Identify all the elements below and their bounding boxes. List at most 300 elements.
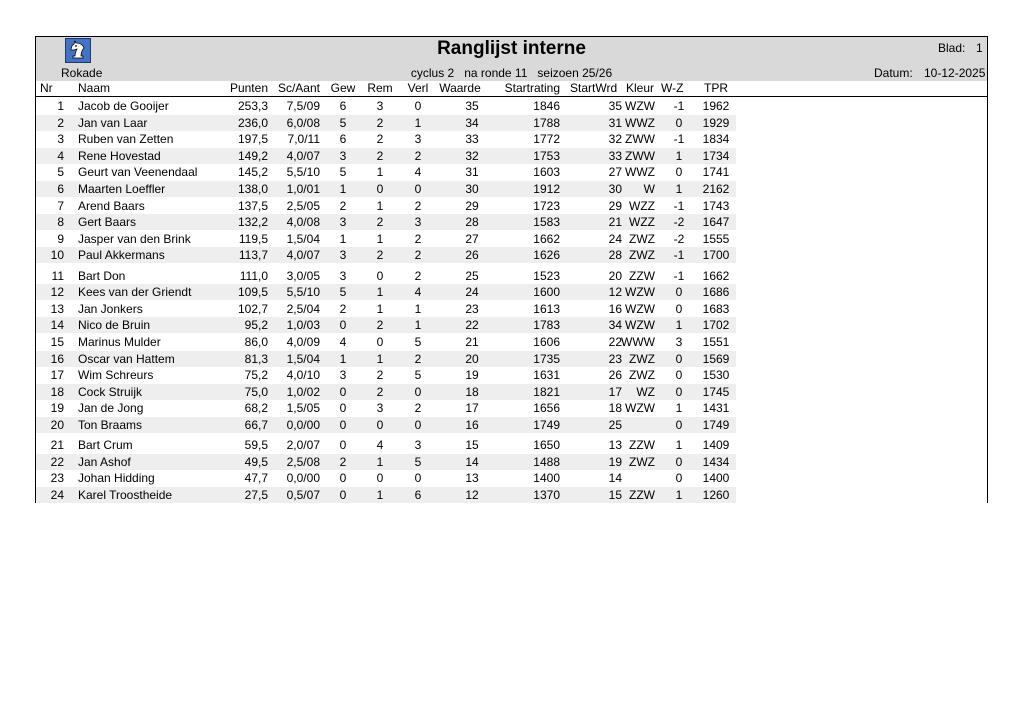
sheet-number: 1	[976, 41, 983, 55]
cell-kleur: WZ	[636, 384, 655, 399]
cell-gew: 5	[339, 165, 347, 180]
cell-wz: 1	[675, 148, 683, 163]
cell-wz: 0	[675, 384, 683, 399]
cell-waarde: 19	[465, 368, 479, 383]
cell-gew: 6	[339, 99, 347, 113]
cell-kleur: ZWZ	[629, 351, 655, 366]
cell-startwrd: 23	[608, 351, 622, 366]
cell-tpr: 2162	[702, 182, 730, 196]
cell-rem: 1	[376, 285, 384, 300]
cell-nr: 20	[50, 417, 64, 432]
cell-rem: 1	[376, 165, 384, 180]
cell-naam: Ton Braams	[78, 417, 143, 432]
cell-nr: 19	[50, 401, 64, 416]
cell-startrating: 1735	[533, 351, 560, 366]
cell-punten: 68,2	[244, 401, 268, 416]
cell-nr: 23	[50, 471, 64, 486]
cell-rem: 2	[376, 318, 384, 333]
cell-rem: 0	[376, 417, 384, 432]
table-row	[36, 214, 987, 230]
cell-verl: 2	[414, 148, 422, 163]
cell-tpr: 1929	[702, 115, 730, 130]
cell-waarde: 20	[465, 351, 479, 366]
cell-punten: 145,2	[237, 165, 268, 180]
table-row	[36, 400, 987, 416]
cell-sc: 1,5/04	[286, 231, 320, 246]
col-verl: Verl	[407, 81, 429, 95]
col-waarde: Waarde	[439, 81, 481, 95]
cell-gew: 5	[339, 285, 347, 300]
cell-startrating: 1613	[533, 301, 560, 316]
cell-wz: 1	[675, 182, 683, 196]
cell-nr: 2	[57, 115, 64, 130]
col-nr: Nr	[40, 81, 53, 95]
cell-verl: 0	[414, 471, 422, 486]
cell-waarde: 31	[465, 165, 479, 180]
cell-wz: -2	[673, 215, 685, 230]
cell-gew: 3	[339, 368, 347, 383]
cell-wz: 0	[675, 417, 683, 432]
col-sc: Sc/Aant	[277, 81, 320, 95]
cell-waarde: 18	[465, 384, 479, 399]
cell-tpr: 1647	[702, 215, 730, 230]
cell-punten: 109,5	[237, 285, 268, 300]
cell-rem: 0	[376, 334, 384, 349]
cell-startrating: 1749	[533, 417, 560, 432]
cell-punten: 86,0	[244, 334, 268, 349]
cell-punten: 137,5	[237, 198, 268, 213]
cell-kleur: WZW	[625, 301, 655, 316]
cell-kleur: WZW	[625, 401, 655, 416]
cell-startrating: 1626	[533, 248, 560, 263]
cell-startrating: 1783	[533, 318, 560, 333]
cell-verl: 1	[414, 301, 422, 316]
cell-punten: 95,2	[244, 318, 268, 333]
cell-verl: 2	[414, 231, 422, 246]
cell-punten: 111,0	[239, 268, 268, 283]
cell-naam: Wim Schreurs	[78, 368, 154, 383]
cell-sc: 4,0/07	[286, 248, 320, 263]
cell-verl: 4	[414, 165, 422, 180]
cell-nr: 4	[57, 148, 64, 163]
cell-verl: 0	[414, 99, 422, 113]
cell-startwrd: 16	[608, 301, 622, 316]
cycle-info: cyclus 2 na ronde 11 seizoen 25/26	[410, 66, 613, 80]
cell-startrating: 1788	[533, 115, 560, 130]
cell-startrating: 1606	[533, 334, 560, 349]
cell-naam: Maarten Loeffler	[78, 182, 166, 196]
table-row	[36, 334, 987, 350]
cell-startwrd: 24	[608, 231, 622, 246]
table-row	[36, 284, 987, 300]
cell-startwrd: 27	[608, 165, 622, 180]
cell-nr: 17	[50, 368, 64, 383]
cell-tpr: 1260	[702, 487, 730, 502]
cell-naam: Marinus Mulder	[78, 334, 161, 349]
cell-rem: 1	[376, 454, 384, 469]
cell-wz: 1	[675, 318, 683, 333]
cell-startwrd: 19	[608, 454, 622, 469]
cell-punten: 138,0	[237, 182, 268, 196]
cell-gew: 1	[339, 351, 347, 366]
cell-verl: 3	[414, 132, 422, 147]
cell-naam: Rene Hovestad	[78, 148, 161, 163]
sheet-header	[36, 37, 987, 81]
cell-startrating: 1723	[533, 198, 560, 213]
cell-startwrd: 25	[608, 417, 622, 432]
cell-kleur: ZWW	[625, 132, 655, 147]
cell-startrating: 1912	[533, 182, 560, 196]
cell-startrating: 1631	[533, 368, 560, 383]
table-row	[36, 417, 987, 433]
cell-rem: 3	[376, 99, 384, 113]
cell-rem: 3	[376, 401, 384, 416]
cell-rem: 2	[376, 115, 384, 130]
cell-startwrd: 13	[608, 438, 622, 452]
cell-gew: 1	[339, 182, 347, 196]
cell-verl: 2	[414, 268, 422, 283]
cell-sc: 1,0/02	[286, 384, 320, 399]
cell-punten: 59,5	[244, 438, 268, 452]
cell-waarde: 29	[465, 198, 479, 213]
table-row	[36, 351, 987, 367]
table-row	[36, 384, 987, 400]
cell-wz: 1	[675, 438, 683, 452]
cell-startwrd: 14	[608, 471, 622, 486]
cell-naam: Johan Hidding	[78, 471, 155, 486]
cell-naam: Karel Troostheide	[78, 487, 173, 502]
cell-startwrd: 26	[608, 368, 622, 383]
cell-naam: Jasper van den Brink	[78, 231, 191, 246]
cell-verl: 0	[414, 384, 422, 399]
cell-waarde: 15	[465, 438, 479, 452]
cell-verl: 2	[414, 401, 422, 416]
cell-naam: Jan Ashof	[78, 454, 131, 469]
cell-waarde: 33	[465, 132, 479, 147]
cell-punten: 102,7	[237, 301, 268, 316]
cell-tpr: 1662	[702, 268, 730, 283]
cell-waarde: 24	[465, 285, 479, 300]
club-name: Rokade	[61, 66, 103, 80]
col-punten: Punten	[229, 81, 268, 95]
col-naam: Naam	[78, 81, 111, 95]
cell-wz: 0	[675, 471, 683, 486]
cell-wz: -1	[673, 248, 685, 263]
cell-punten: 119,5	[238, 231, 268, 246]
cell-wz: 0	[675, 368, 683, 383]
table-row	[36, 487, 987, 503]
cell-naam: Ruben van Zetten	[78, 132, 174, 147]
cell-verl: 1	[414, 115, 422, 130]
cell-kleur: ZWZ	[629, 454, 655, 469]
table-row	[36, 115, 987, 131]
cell-punten: 132,2	[237, 215, 268, 230]
cell-sc: 7,5/09	[286, 99, 320, 113]
cell-rem: 1	[376, 301, 384, 316]
cell-nr: 3	[57, 132, 64, 147]
cell-punten: 27,5	[244, 487, 268, 502]
cell-startrating: 1523	[533, 268, 560, 283]
cell-kleur: ZZW	[629, 438, 655, 452]
cell-kleur: WWZ	[625, 165, 655, 180]
cell-rem: 2	[376, 248, 384, 263]
cell-verl: 2	[414, 198, 422, 213]
cell-gew: 3	[339, 148, 347, 163]
cell-verl: 5	[414, 368, 422, 383]
cell-startwrd: 29	[608, 198, 622, 213]
cell-startrating: 1650	[533, 438, 560, 452]
cell-startrating: 1600	[533, 285, 560, 300]
cell-wz: -1	[673, 99, 685, 113]
table-row	[36, 231, 987, 247]
cell-nr: 7	[57, 198, 64, 213]
cell-wz: 0	[675, 285, 683, 300]
cell-startwrd: 21	[608, 215, 622, 230]
cell-waarde: 34	[465, 115, 479, 130]
cell-startwrd: 35	[608, 99, 622, 113]
cell-tpr: 1745	[702, 384, 730, 399]
cell-kleur: ZWZ	[629, 368, 655, 383]
cell-gew: 2	[339, 198, 347, 213]
cell-startrating: 1656	[533, 401, 560, 416]
cell-waarde: 16	[465, 417, 479, 432]
cell-nr: 5	[57, 165, 64, 180]
cell-tpr: 1743	[702, 198, 730, 213]
cell-naam: Bart Don	[78, 268, 126, 283]
cell-rem: 2	[376, 148, 384, 163]
cell-tpr: 1741	[702, 165, 730, 180]
cell-punten: 75,2	[244, 368, 268, 383]
cell-waarde: 28	[465, 215, 479, 230]
cell-sc: 2,0/07	[286, 438, 320, 452]
cell-startrating: 1821	[533, 384, 560, 399]
cell-kleur: ZWZ	[629, 248, 655, 263]
cell-startwrd: 34	[608, 318, 622, 333]
cell-nr: 6	[57, 182, 64, 196]
cell-startrating: 1753	[533, 148, 560, 163]
cell-tpr: 1734	[702, 148, 730, 163]
cell-rem: 4	[376, 438, 384, 452]
cell-kleur: ZZW	[629, 268, 655, 283]
cell-startwrd: 28	[608, 248, 622, 263]
date-value: 10-12-2025	[924, 66, 986, 80]
cell-naam: Jacob de Gooijer	[78, 99, 169, 113]
cell-waarde: 27	[465, 231, 479, 246]
cell-sc: 0,5/07	[286, 487, 320, 502]
cell-punten: 81,3	[244, 351, 268, 366]
cell-tpr: 1555	[702, 231, 730, 246]
cell-tpr: 1551	[702, 334, 730, 349]
table-row	[36, 131, 987, 147]
cell-tpr: 1962	[702, 99, 730, 113]
cell-punten: 75,0	[244, 384, 268, 399]
table-row	[36, 470, 987, 486]
cell-kleur: W	[643, 182, 655, 196]
cell-startwrd: 17	[608, 384, 622, 399]
cell-waarde: 12	[465, 487, 479, 502]
cell-startwrd: 22	[608, 334, 622, 349]
cell-kleur: ZWZ	[629, 231, 655, 246]
table-row	[36, 317, 987, 333]
cell-verl: 2	[414, 248, 422, 263]
table-row	[36, 148, 987, 164]
table-row	[36, 437, 987, 453]
cell-gew: 0	[339, 487, 347, 502]
page-title: Ranglijst interne	[437, 38, 586, 59]
cell-rem: 2	[376, 215, 384, 230]
cell-rem: 1	[376, 231, 384, 246]
cell-wz: 0	[675, 115, 683, 130]
cell-nr: 12	[50, 285, 64, 300]
cell-tpr: 1702	[702, 318, 730, 333]
cell-waarde: 30	[465, 182, 479, 196]
cell-gew: 3	[339, 248, 347, 263]
cell-sc: 5,5/10	[286, 165, 320, 180]
cell-punten: 113,7	[238, 248, 268, 263]
cell-nr: 1	[57, 99, 64, 113]
cell-tpr: 1530	[702, 368, 730, 383]
cell-verl: 5	[414, 334, 422, 349]
cell-rem: 0	[376, 471, 384, 486]
col-startwrd: StartWrd	[570, 81, 618, 95]
cell-startwrd: 20	[608, 268, 622, 283]
cell-kleur: WZW	[625, 99, 655, 113]
cell-tpr: 1569	[702, 351, 730, 366]
cell-waarde: 23	[465, 301, 479, 316]
cell-naam: Arend Baars	[78, 198, 145, 213]
cell-verl: 0	[414, 417, 422, 432]
cell-punten: 49,5	[244, 454, 268, 469]
cell-gew: 3	[339, 268, 347, 283]
cell-startrating: 1662	[533, 231, 560, 246]
cell-sc: 3,0/05	[286, 268, 320, 283]
cell-waarde: 25	[465, 268, 479, 283]
cell-nr: 8	[57, 215, 64, 230]
cell-kleur: WZZ	[629, 198, 655, 213]
cell-waarde: 22	[465, 318, 479, 333]
cell-naam: Jan van Laar	[78, 115, 148, 130]
cell-naam: Kees van der Griendt	[78, 285, 192, 300]
table-row	[36, 454, 987, 470]
cell-gew: 2	[339, 301, 347, 316]
cell-naam: Paul Akkermans	[78, 248, 165, 263]
cell-punten: 253,3	[237, 99, 268, 113]
cell-wz: 0	[675, 454, 683, 469]
cell-nr: 16	[50, 351, 64, 366]
cell-sc: 4,0/07	[286, 148, 320, 163]
cell-sc: 1,5/04	[286, 351, 320, 366]
table-row	[36, 181, 987, 197]
cell-kleur: WWW	[621, 334, 655, 349]
cell-sc: 4,0/08	[286, 215, 320, 230]
cell-gew: 0	[339, 438, 347, 452]
cell-waarde: 35	[465, 99, 479, 113]
cell-wz: 1	[675, 487, 683, 502]
cell-wz: 0	[675, 351, 683, 366]
table-row	[36, 198, 987, 214]
cell-rem: 1	[376, 351, 384, 366]
cell-tpr: 1834	[702, 132, 730, 147]
cell-startrating: 1603	[533, 165, 560, 180]
cell-tpr: 1700	[702, 248, 730, 263]
date-label: Datum:	[874, 66, 913, 80]
cell-sc: 6,0/08	[286, 115, 320, 130]
cell-punten: 66,7	[244, 417, 268, 432]
cell-verl: 1	[414, 318, 422, 333]
cell-wz: 1	[675, 401, 683, 416]
cell-wz: 0	[675, 165, 683, 180]
cell-gew: 0	[339, 471, 347, 486]
cell-startrating: 1370	[533, 487, 560, 502]
cell-punten: 197,5	[237, 132, 268, 147]
cell-startwrd: 12	[608, 285, 622, 300]
cell-verl: 3	[414, 438, 422, 452]
cell-sc: 1,5/05	[286, 401, 320, 416]
cell-sc: 2,5/05	[286, 198, 320, 213]
cell-naam: Jan de Jong	[78, 401, 144, 416]
cell-sc: 4,0/10	[286, 368, 320, 383]
cell-nr: 13	[50, 301, 64, 316]
col-kleur: Kleur	[626, 81, 655, 95]
cell-startwrd: 33	[608, 148, 622, 163]
column-header-row	[36, 81, 987, 97]
cell-gew: 3	[339, 215, 347, 230]
cell-nr: 11	[51, 268, 64, 283]
cell-rem: 0	[376, 182, 384, 196]
cell-nr: 14	[50, 318, 64, 333]
cell-kleur: WZW	[625, 318, 655, 333]
cell-tpr: 1409	[702, 438, 730, 452]
cell-wz: 3	[675, 334, 683, 349]
cell-punten: 236,0	[237, 115, 268, 130]
cell-sc: 7,0/11	[287, 132, 320, 147]
cell-rem: 0	[376, 268, 384, 283]
cell-startrating: 1488	[533, 454, 560, 469]
cell-naam: Gert Baars	[78, 215, 137, 230]
sheet-label: Blad:	[938, 41, 966, 55]
cell-sc: 1,0/01	[286, 182, 320, 196]
col-rem: Rem	[367, 81, 393, 95]
cell-waarde: 21	[465, 334, 479, 349]
cell-gew: 5	[339, 115, 347, 130]
cell-sc: 2,5/08	[286, 454, 320, 469]
cell-rem: 2	[376, 132, 384, 147]
cell-naam: Bart Crum	[78, 438, 133, 452]
cell-kleur: WWZ	[625, 115, 655, 130]
cell-waarde: 13	[465, 471, 479, 486]
cell-verl: 6	[414, 487, 422, 502]
cell-kleur: ZWW	[625, 148, 655, 163]
cell-kleur: WZZ	[629, 215, 655, 230]
cell-waarde: 17	[465, 401, 479, 416]
cell-verl: 4	[414, 285, 422, 300]
cell-startrating: 1846	[533, 99, 560, 113]
cell-startrating: 1400	[533, 471, 560, 486]
cell-naam: Oscar van Hattem	[78, 351, 175, 366]
cell-nr: 15	[50, 334, 64, 349]
cell-startwrd: 32	[608, 132, 622, 147]
cell-startrating: 1772	[533, 132, 560, 147]
cell-kleur: ZZW	[629, 487, 655, 502]
cell-naam: Cock Struijk	[78, 384, 143, 399]
cell-sc: 1,0/03	[286, 318, 320, 333]
cell-verl: 5	[414, 454, 422, 469]
cell-gew: 0	[339, 401, 347, 416]
cell-sc: 5,5/10	[286, 285, 320, 300]
cell-tpr: 1686	[702, 285, 730, 300]
ranking-sheet	[35, 36, 988, 503]
cell-gew: 0	[339, 384, 347, 399]
